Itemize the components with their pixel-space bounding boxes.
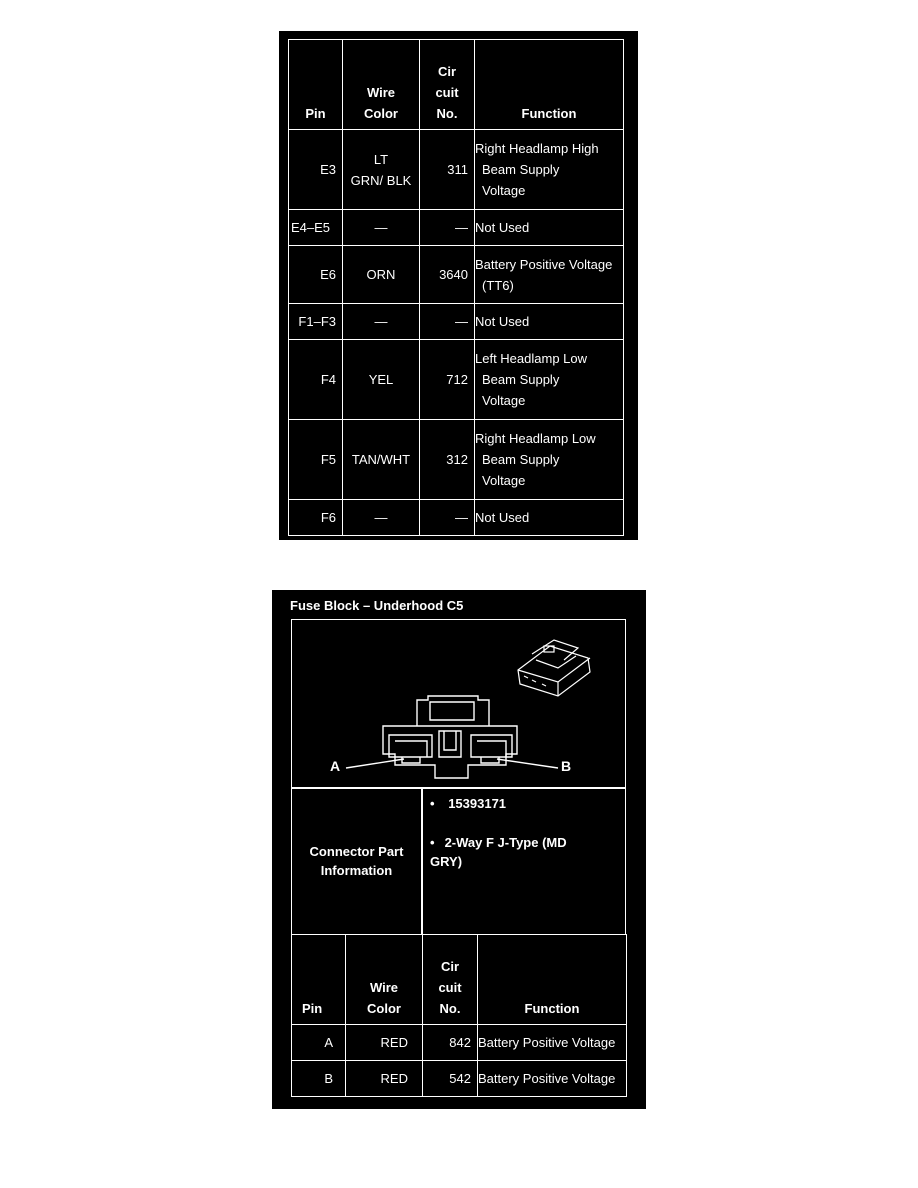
wire-color-cell: — bbox=[343, 304, 420, 340]
table-row bbox=[292, 1025, 627, 1061]
function-cell: Not Used bbox=[475, 304, 624, 340]
header-wire-color: Wire Color bbox=[346, 935, 423, 1025]
table-row bbox=[289, 304, 624, 340]
table-row bbox=[289, 246, 624, 304]
wire-color-cell: RED bbox=[346, 1025, 423, 1061]
connector-title: Fuse Block – Underhood C5 bbox=[290, 598, 464, 613]
pin-cell: F4 bbox=[289, 340, 343, 420]
pin-cell: E4–E5 bbox=[289, 210, 343, 246]
circuit-cell: 542 bbox=[423, 1061, 478, 1097]
function-cell: Right Headlamp Low Beam Supply Voltage bbox=[475, 420, 624, 500]
header-function: Function bbox=[478, 935, 627, 1025]
header-pin: Pin bbox=[289, 40, 343, 130]
pin-a-label: A bbox=[330, 758, 341, 774]
pin-cell: F5 bbox=[289, 420, 343, 500]
function-cell: Battery Positive Voltage bbox=[478, 1061, 627, 1097]
function-cell: Left Headlamp Low Beam Supply Voltage bbox=[475, 340, 624, 420]
part-number-item bbox=[430, 794, 506, 813]
connector-part-info-label: Connector Part Information bbox=[309, 844, 404, 878]
connector-iso-icon bbox=[518, 640, 590, 696]
table-row bbox=[292, 1061, 627, 1097]
header-pin: Pin bbox=[292, 935, 346, 1025]
wire-color-cell: ORN bbox=[343, 246, 420, 304]
wire-color-cell: — bbox=[343, 500, 420, 536]
circuit-cell: 842 bbox=[423, 1025, 478, 1061]
table-row bbox=[289, 420, 624, 500]
bullet-icon: • bbox=[430, 835, 435, 850]
circuit-cell: 712 bbox=[420, 340, 475, 420]
pin-cell: E6 bbox=[289, 246, 343, 304]
table-row bbox=[289, 210, 624, 246]
function-cell: Right Headlamp High Beam Supply Voltage bbox=[475, 130, 624, 210]
function-cell: Not Used bbox=[475, 210, 624, 246]
connector-diagram-box bbox=[291, 619, 626, 789]
bullet-icon: • bbox=[430, 796, 435, 811]
header-function: Function bbox=[475, 40, 624, 130]
table-row bbox=[289, 130, 624, 210]
pin-cell: B bbox=[292, 1061, 346, 1097]
table-header-row bbox=[292, 935, 627, 1025]
pin-cell: A bbox=[292, 1025, 346, 1061]
connector-type-item: • 2-Way F J-Type (MD GRY) bbox=[430, 835, 567, 869]
function-cell: Not Used bbox=[475, 500, 624, 536]
pin-cell: F1–F3 bbox=[289, 304, 343, 340]
circuit-cell: 312 bbox=[420, 420, 475, 500]
function-cell: Battery Positive Voltage (TT6) bbox=[475, 246, 624, 304]
wire-color-cell: YEL bbox=[343, 340, 420, 420]
pin-b-label: B bbox=[561, 758, 572, 774]
circuit-cell: 3640 bbox=[420, 246, 475, 304]
info-divider bbox=[421, 788, 423, 934]
connector-pin-table bbox=[291, 934, 627, 1097]
header-circuit: Cir cuit No. bbox=[420, 40, 475, 130]
pin-cell: E3 bbox=[289, 130, 343, 210]
pinout-table-panel bbox=[279, 31, 638, 540]
circuit-cell: — bbox=[420, 304, 475, 340]
header-circuit: Cir cuit No. bbox=[423, 935, 478, 1025]
connector-info-box bbox=[291, 787, 626, 935]
connector-diagram bbox=[292, 620, 624, 787]
function-cell: Battery Positive Voltage bbox=[478, 1025, 627, 1061]
circuit-cell: — bbox=[420, 500, 475, 536]
table-row bbox=[289, 500, 624, 536]
wire-color-cell: RED bbox=[346, 1061, 423, 1097]
pin-cell: F6 bbox=[289, 500, 343, 536]
connector-panel bbox=[272, 590, 646, 1109]
circuit-cell: — bbox=[420, 210, 475, 246]
header-wire-color: Wire Color bbox=[343, 40, 420, 130]
table-row bbox=[289, 340, 624, 420]
table-header-row bbox=[289, 40, 624, 130]
wire-color-cell: TAN/WHT bbox=[343, 420, 420, 500]
pinout-table bbox=[288, 39, 624, 536]
wire-color-cell: LT GRN/ BLK bbox=[343, 130, 420, 210]
circuit-cell: 311 bbox=[420, 130, 475, 210]
part-number: 15393171 bbox=[448, 796, 507, 811]
wire-color-cell: — bbox=[343, 210, 420, 246]
